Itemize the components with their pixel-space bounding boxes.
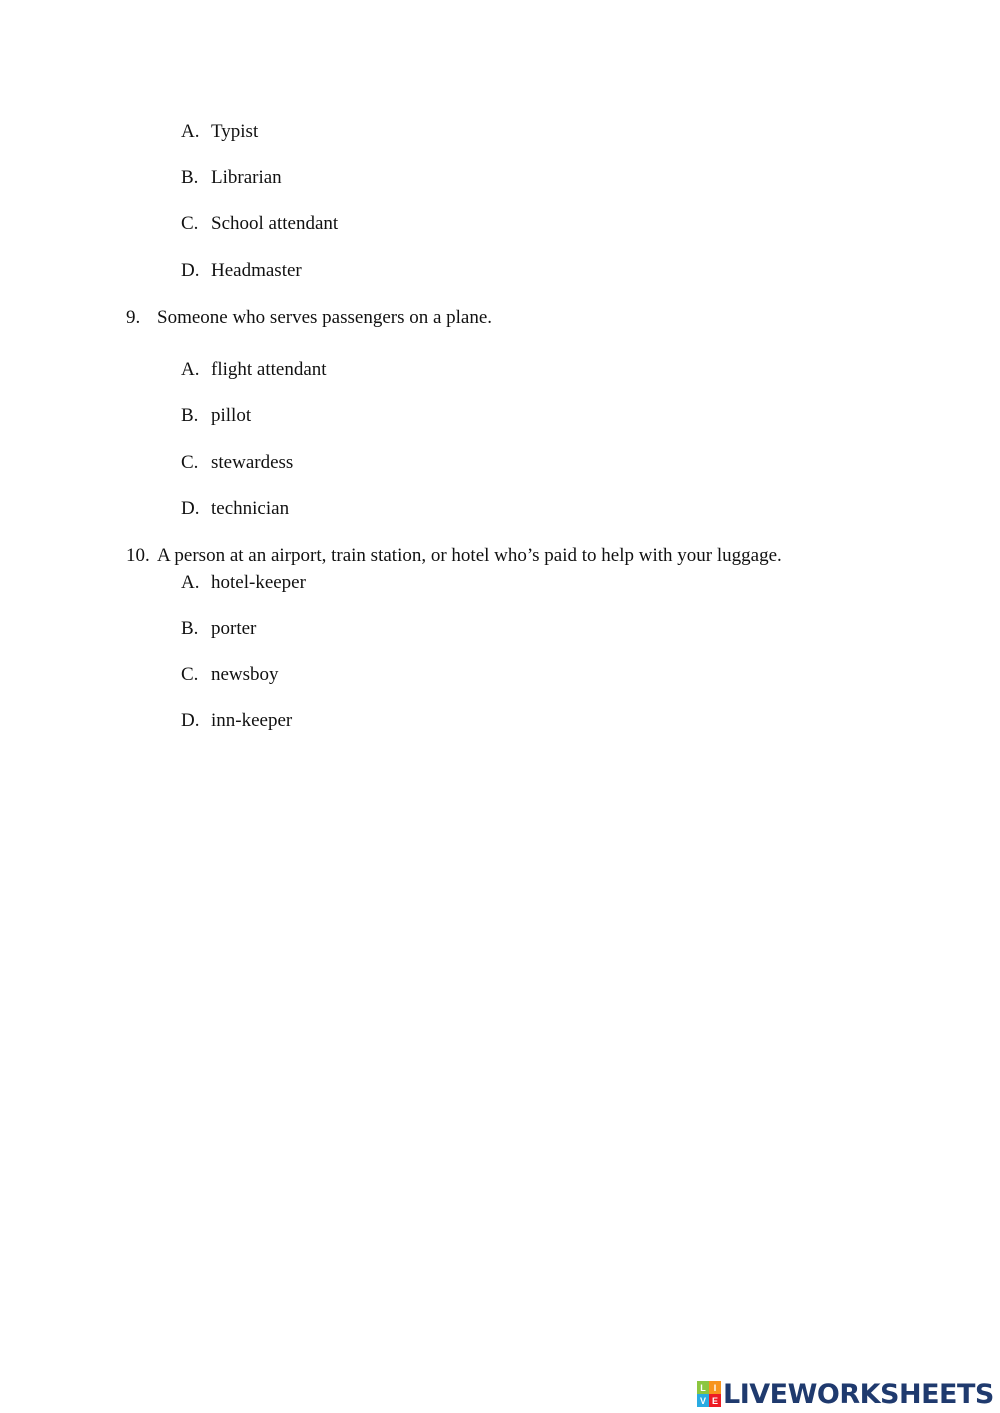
- option-text: hotel-keeper: [211, 572, 306, 593]
- option-text: stewardess: [211, 452, 294, 473]
- option-letter: D.: [181, 260, 200, 281]
- liveworksheets-logo: [697, 1378, 994, 1410]
- option-text: flight attendant: [211, 359, 327, 380]
- option-text: Typist: [211, 121, 259, 142]
- option-text: pillot: [211, 405, 252, 426]
- option-letter: D.: [181, 498, 200, 519]
- option-letter: A.: [181, 121, 200, 142]
- logo-text: LIVEWORKSHEETS: [723, 1378, 994, 1410]
- option-letter: A.: [181, 572, 200, 593]
- question-number: 10.: [126, 545, 150, 566]
- option-letter: B.: [181, 167, 199, 188]
- question-text: A person at an airport, train station, or hotel who’s paid to help with your luggage.: [157, 545, 782, 566]
- option-letter: B.: [181, 618, 199, 639]
- option-text: Librarian: [211, 167, 282, 188]
- option-text: newsboy: [211, 664, 279, 685]
- option-text: porter: [211, 618, 257, 639]
- logo-mark-i: I: [709, 1381, 721, 1394]
- logo-mark-icon: [697, 1381, 721, 1407]
- logo-mark-v: V: [697, 1394, 709, 1407]
- option-letter: D.: [181, 710, 200, 731]
- question-number: 9.: [126, 307, 141, 328]
- logo-mark-e: E: [709, 1394, 721, 1407]
- option-text: inn-keeper: [211, 710, 293, 731]
- option-letter: A.: [181, 359, 200, 380]
- option-text: technician: [211, 498, 290, 519]
- option-letter: C.: [181, 452, 199, 473]
- option-text: Headmaster: [211, 260, 302, 281]
- logo-mark-l: L: [697, 1381, 709, 1394]
- option-letter: B.: [181, 405, 199, 426]
- option-text: School attendant: [211, 213, 339, 234]
- question-text: Someone who serves passengers on a plane.: [157, 307, 493, 328]
- option-letter: C.: [181, 213, 199, 234]
- option-letter: C.: [181, 664, 199, 685]
